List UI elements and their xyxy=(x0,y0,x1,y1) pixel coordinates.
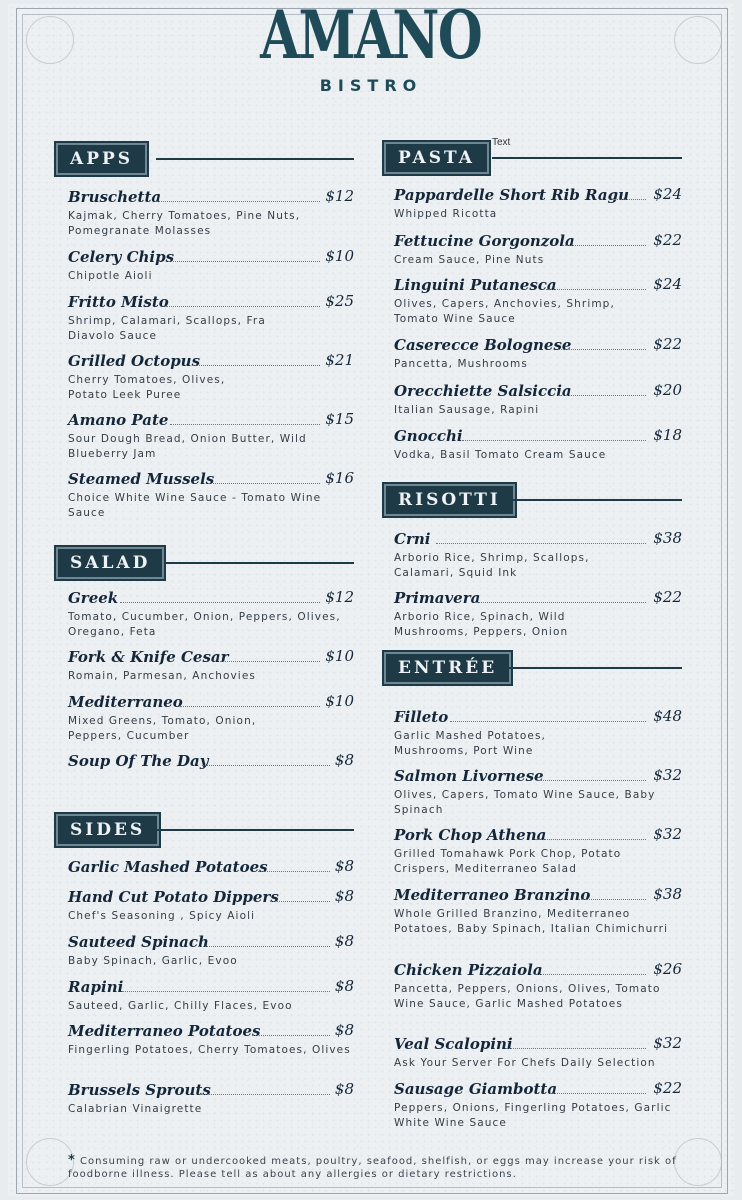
leader-dots xyxy=(168,261,320,262)
menu-item xyxy=(68,648,354,684)
item-price: $18 xyxy=(653,426,682,444)
item-name: Sauteed Spinach xyxy=(68,933,209,951)
item-name: Filleto xyxy=(394,708,449,726)
item-description: Arborio Rice, Shrimp, Scallops, Calamari, Squid Ink xyxy=(394,552,590,579)
item-name: Rapini xyxy=(68,978,124,996)
item-description: Peppers, Onions, Fingerling Potatoes, Garlic White Wine Sauce xyxy=(394,1102,672,1129)
item-price: $8 xyxy=(334,751,354,769)
item-description: Calabrian Vinaigrette xyxy=(68,1103,203,1115)
item-description: Baby Spinach, Garlic, Evoo xyxy=(68,955,238,967)
item-price: $12 xyxy=(325,187,354,205)
item-description: Olives, Capers, Anchovies, Shrimp, Tomato Wine Sauce xyxy=(394,298,615,325)
leader-dots xyxy=(180,706,320,707)
menu-item xyxy=(394,1080,682,1131)
section-rule xyxy=(502,667,682,669)
item-price: $8 xyxy=(334,932,354,950)
leader-dots xyxy=(156,201,320,202)
leader-dots xyxy=(258,871,330,872)
item-description: Arborio Rice, Spinach, Wild Mushrooms, Peppers, Onion xyxy=(394,611,569,638)
item-price: $24 xyxy=(653,275,682,293)
item-description: Romain, Parmesan, Anchovies xyxy=(68,670,256,682)
menu-item xyxy=(394,336,682,372)
menu-item xyxy=(394,826,682,877)
leader-dots xyxy=(252,1035,330,1036)
menu-item xyxy=(68,858,354,878)
leader-dots xyxy=(562,245,646,246)
section-header-apps xyxy=(56,143,354,175)
leader-dots xyxy=(558,395,646,396)
item-description: Fingerling Potatoes, Cherry Tomatoes, Olives xyxy=(68,1044,351,1056)
leader-dots xyxy=(450,721,646,722)
asterisk-icon: * xyxy=(68,1153,76,1168)
item-description: Mixed Greens, Tomato, Onion, Peppers, Cucumber xyxy=(68,715,257,742)
item-price: $8 xyxy=(334,977,354,995)
item-name: Fettucine Gorgonzola xyxy=(394,232,575,250)
leader-dots xyxy=(436,543,646,544)
leader-dots xyxy=(536,839,646,840)
item-description: Ask Your Server For Chefs Daily Selection xyxy=(394,1057,656,1069)
item-price: $22 xyxy=(653,588,682,606)
leader-dots xyxy=(202,765,330,766)
menu-item xyxy=(394,961,682,1012)
menu-item xyxy=(68,293,354,344)
section-header-entree xyxy=(384,652,682,684)
item-name: Linguini Putanesca xyxy=(394,276,557,294)
leader-dots xyxy=(208,483,320,484)
item-price: $22 xyxy=(653,231,682,249)
menu-item xyxy=(68,1081,354,1117)
menu-item xyxy=(394,427,682,463)
item-name: Crni xyxy=(394,530,431,548)
item-name: Garlic Mashed Potatoes xyxy=(68,858,268,876)
item-price: $10 xyxy=(325,647,354,665)
item-description: Olives, Capers, Tomato Wine Sauce, Baby Spinach xyxy=(394,789,656,816)
disclaimer-text: Consuming raw or undercooked meats, poultry, seafood, shelfish, or eggs may increase your risk of foodborne illness. Please tell as about any allergies or dietary restrictions. xyxy=(68,1156,677,1180)
item-name: Salmon Livornese xyxy=(394,767,544,785)
section-header-sides xyxy=(56,814,354,846)
menu-item xyxy=(68,470,354,521)
leader-dots xyxy=(546,289,646,290)
item-description: Kajmak, Cherry Tomatoes, Pine Nuts, Pomegranate Molasses xyxy=(68,210,301,237)
item-name: Grilled Octopus xyxy=(68,352,201,370)
item-price: $32 xyxy=(653,1034,682,1052)
item-description: Grilled Tomahawk Pork Chop, Potato Crispers, Mediterraneo Salad xyxy=(394,848,622,875)
item-price: $20 xyxy=(653,381,682,399)
item-price: $22 xyxy=(653,335,682,353)
item-price: $8 xyxy=(334,887,354,905)
text-note: Text xyxy=(492,137,511,148)
item-description: Chef's Seasoning , Spicy Aioli xyxy=(68,910,256,922)
item-price: $48 xyxy=(653,707,682,725)
item-name: Pappardelle Short Rib Ragu xyxy=(394,186,629,204)
section-rule xyxy=(512,499,682,501)
section-rule xyxy=(156,829,354,831)
leader-dots xyxy=(614,199,646,200)
menu-item xyxy=(394,767,682,818)
logo-subtitle: BISTRO xyxy=(319,76,423,95)
leader-dots xyxy=(462,440,646,441)
item-name: Amano Pate xyxy=(68,411,169,429)
item-price: $24 xyxy=(653,185,682,203)
menu-item xyxy=(68,978,354,1014)
item-price: $8 xyxy=(334,857,354,875)
menu-item xyxy=(394,232,682,268)
item-description: Sauteed, Garlic, Chilly Flaces, Evoo xyxy=(68,1000,293,1012)
item-price: $15 xyxy=(325,410,354,428)
restaurant-logo xyxy=(0,0,742,74)
leader-dots xyxy=(122,991,330,992)
leader-dots xyxy=(536,780,646,781)
menu-item xyxy=(394,530,682,581)
section-rule xyxy=(156,158,354,160)
leader-dots xyxy=(198,946,330,947)
item-price: $32 xyxy=(653,766,682,784)
item-name: Mediterraneo xyxy=(68,693,183,711)
menu-item xyxy=(68,693,354,744)
leader-dots xyxy=(220,661,320,662)
item-name: Caserecce Bolognese xyxy=(394,336,572,354)
menu-item xyxy=(68,933,354,969)
item-name: Pork Chop Athena xyxy=(394,826,547,844)
leader-dots xyxy=(166,306,320,307)
section-title: APPS xyxy=(56,143,147,175)
menu-item xyxy=(394,186,682,222)
item-description: Shrimp, Calamari, Scallops, Fra Diavolo Sauce xyxy=(68,315,266,342)
menu-item xyxy=(394,382,682,418)
allergy-disclaimer xyxy=(68,1154,688,1181)
item-name: Primavera xyxy=(394,589,481,607)
section-rule xyxy=(492,157,682,159)
item-description: Pancetta, Peppers, Onions, Olives, Tomato Wine Sauce, Garlic Mashed Potatoes xyxy=(394,983,661,1010)
menu-item xyxy=(68,888,354,924)
leader-dots xyxy=(120,602,320,603)
logo-wordmark: AMANO xyxy=(260,0,482,74)
section-title: PASTA xyxy=(384,142,489,174)
section-title: RISOTTI xyxy=(384,484,515,516)
item-price: $16 xyxy=(325,469,354,487)
item-name: Greek xyxy=(68,589,119,607)
item-name: Mediterraneo Branzino xyxy=(394,886,591,904)
item-price: $32 xyxy=(653,825,682,843)
leader-dots xyxy=(578,899,646,900)
item-name: Soup Of The Day xyxy=(68,752,209,770)
item-description: Cream Sauce, Pine Nuts xyxy=(394,254,545,266)
corner-ornament xyxy=(26,1138,74,1186)
menu-item xyxy=(68,188,354,239)
leader-dots xyxy=(270,901,330,902)
menu-item xyxy=(68,411,354,462)
item-price: $12 xyxy=(325,588,354,606)
item-name: Sausage Giambotta xyxy=(394,1080,558,1098)
menu-item xyxy=(68,1022,354,1058)
item-name: Fork & Knife Cesar xyxy=(68,648,229,666)
leader-dots xyxy=(558,349,646,350)
item-price: $21 xyxy=(325,351,354,369)
menu-item xyxy=(394,886,682,937)
item-price: $8 xyxy=(334,1021,354,1039)
item-price: $22 xyxy=(653,1079,682,1097)
leader-dots xyxy=(550,1093,646,1094)
leader-dots xyxy=(192,365,320,366)
item-price: $10 xyxy=(325,692,354,710)
menu-item xyxy=(394,1035,682,1071)
menu-item xyxy=(68,752,354,772)
leader-dots xyxy=(170,424,320,425)
item-price: $38 xyxy=(653,885,682,903)
section-header-salad xyxy=(56,547,354,579)
item-name: Bruschetta xyxy=(68,188,162,206)
item-description: Vodka, Basil Tomato Cream Sauce xyxy=(394,449,607,461)
item-price: $25 xyxy=(325,292,354,310)
menu-item xyxy=(394,708,682,759)
leader-dots xyxy=(200,1094,330,1095)
item-name: Veal Scalopini xyxy=(394,1035,513,1053)
item-name: Orecchiette Salsiccia xyxy=(394,382,572,400)
section-title: SIDES xyxy=(56,814,159,846)
item-name: Hand Cut Potato Dippers xyxy=(68,888,279,906)
item-name: Mediterraneo Potatoes xyxy=(68,1022,261,1040)
item-description: Whole Grilled Branzino, Mediterraneo Potatoes, Baby Spinach, Italian Chimichurri xyxy=(394,908,669,935)
item-description: Whipped Ricotta xyxy=(394,208,498,220)
leader-dots xyxy=(534,974,646,975)
section-rule xyxy=(164,562,354,564)
item-description: Cherry Tomatoes, Olives, Potato Leek Puree xyxy=(68,374,226,401)
menu-item xyxy=(68,589,354,640)
item-description: Italian Sausage, Rapini xyxy=(394,404,540,416)
item-name: Fritto Misto xyxy=(68,293,169,311)
menu-item xyxy=(394,276,682,327)
item-name: Brussels Sprouts xyxy=(68,1081,211,1099)
item-description: Choice White Wine Sauce - Tomato Wine Sauce xyxy=(68,492,322,519)
menu-item xyxy=(394,589,682,640)
menu-item xyxy=(68,248,354,284)
item-description: Tomato, Cucumber, Onion, Peppers, Olives, Oregano, Feta xyxy=(68,611,341,638)
item-description: Chipotle Aioli xyxy=(68,270,153,282)
item-description: Garlic Mashed Potatoes, Mushrooms, Port Wine xyxy=(394,730,546,757)
leader-dots xyxy=(476,602,646,603)
item-price: $38 xyxy=(653,529,682,547)
menu-item xyxy=(68,352,354,403)
item-name: Chicken Pizzaiola xyxy=(394,961,543,979)
item-price: $8 xyxy=(334,1080,354,1098)
item-description: Sour Dough Bread, Onion Butter, Wild Blueberry Jam xyxy=(68,433,307,460)
item-price: $26 xyxy=(653,960,682,978)
item-name: Celery Chips xyxy=(68,248,175,266)
section-header-risotti xyxy=(384,484,682,516)
section-title: SALAD xyxy=(56,547,164,579)
item-description: Pancetta, Mushrooms xyxy=(394,358,528,370)
item-name: Gnocchi xyxy=(394,427,463,445)
item-name: Steamed Mussels xyxy=(68,470,215,488)
section-header-pasta xyxy=(384,142,682,174)
leader-dots xyxy=(506,1048,646,1049)
item-price: $10 xyxy=(325,247,354,265)
section-title: ENTRÉE xyxy=(384,652,511,684)
